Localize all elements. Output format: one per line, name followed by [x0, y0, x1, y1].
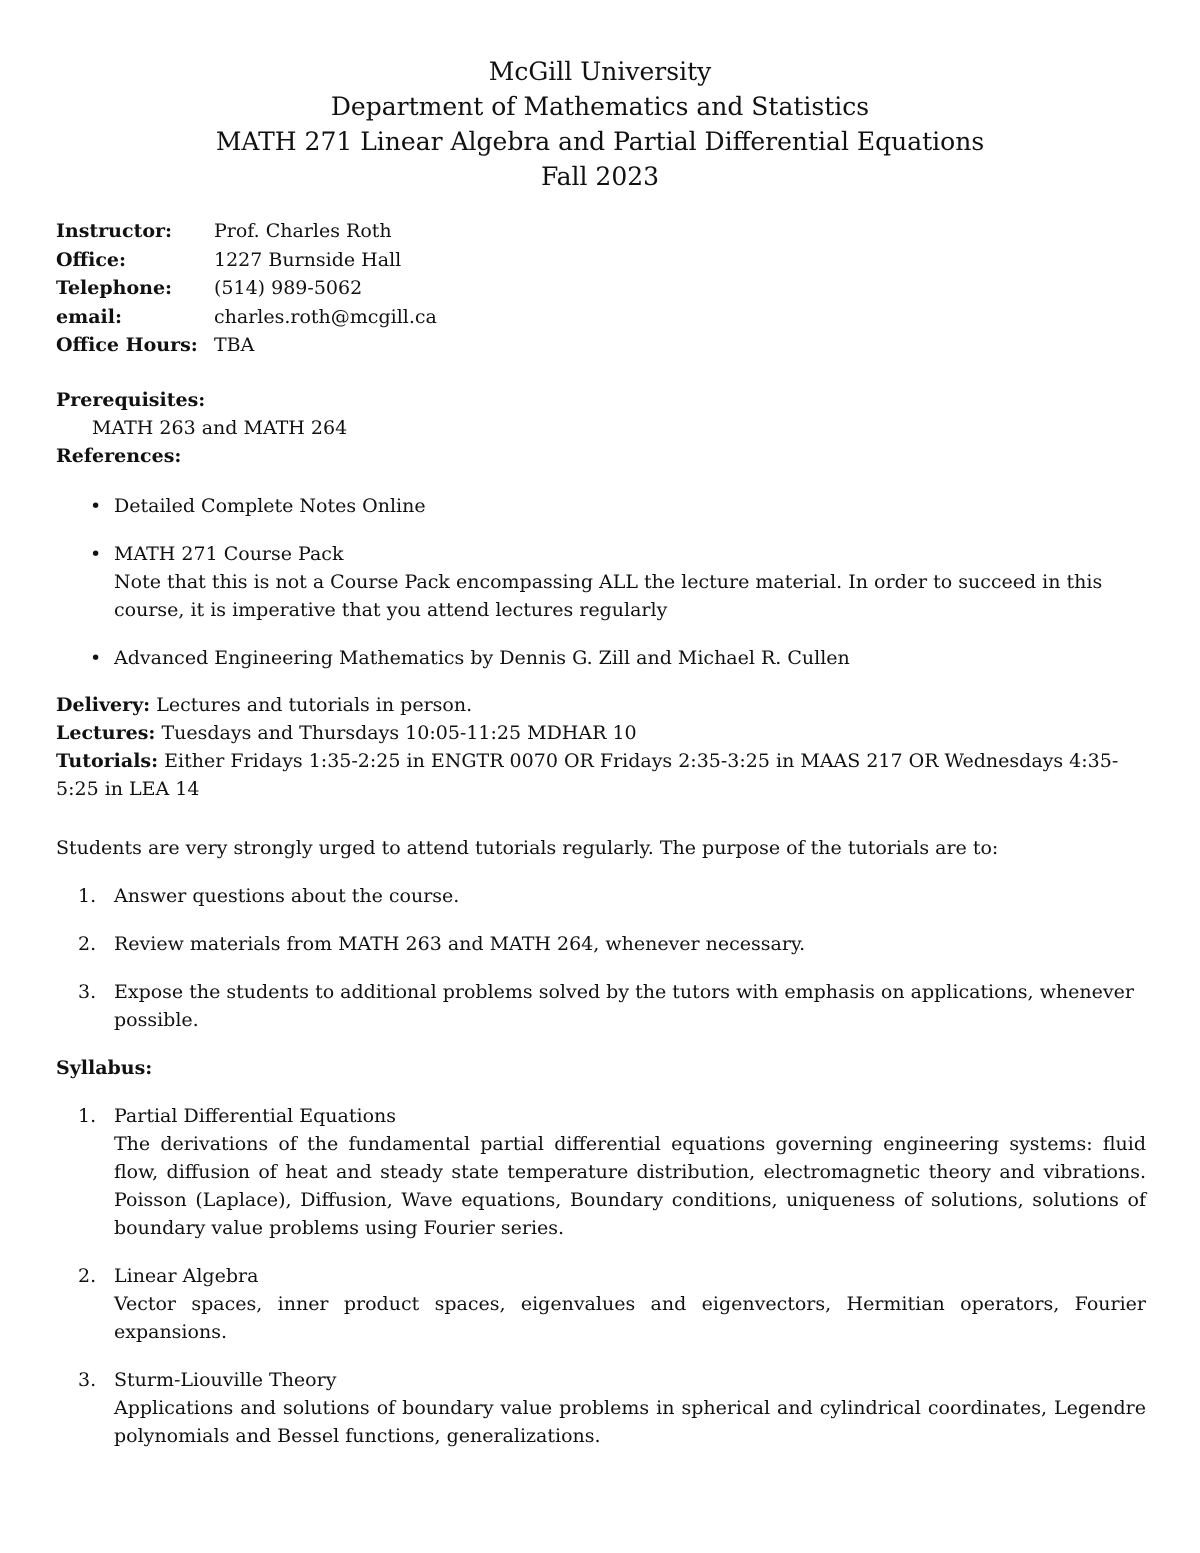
bullet-icon: •: [90, 495, 102, 517]
instructor-info: [56, 217, 437, 360]
info-value: 1227 Burnside Hall: [214, 248, 402, 271]
reference-note: Note that this is not a Course Pack encompassing ALL the lecture material. In order to succeed in this course, it is imperative that you attend lectures regularly: [114, 571, 1103, 621]
term: Fall 2023: [540, 162, 660, 191]
bullet-icon: •: [90, 543, 102, 565]
course-title: MATH 271 Linear Algebra and Partial Differential Equations: [215, 127, 985, 156]
syllabus-topic-title: Partial Differential Equations: [114, 1105, 397, 1127]
purpose-text: Expose the students to additional problems solved by the tutors with emphasis on applications, whenever possible.: [114, 981, 1134, 1031]
item-number: 3.: [78, 1369, 97, 1391]
lectures-value: Tuesdays and Thursdays 10:05-11:25 MDHAR 10: [161, 722, 637, 744]
delivery-section: [56, 691, 1146, 803]
info-value: charles.roth@mcgill.ca: [214, 305, 437, 328]
department-name: Department of Mathematics and Statistics: [330, 92, 870, 121]
tutorials-value: Either Fridays 1:35-2:25 in ENGTR 0070 OR Fridays 2:35-3:25 in MAAS 217 OR Wednesdays 4:35-5:25 in LEA 14: [56, 750, 1119, 800]
list-item: [56, 930, 1146, 958]
info-row-telephone: [56, 274, 437, 303]
prerequisites-heading: Prerequisites:: [56, 389, 206, 411]
lectures-line: [56, 719, 1146, 747]
purpose-text: Answer questions about the course.: [114, 885, 460, 907]
document-header: [0, 54, 1200, 194]
info-label: Telephone:: [56, 277, 173, 299]
list-item: [56, 1102, 1146, 1242]
delivery-value: Lectures and tutorials in person.: [156, 694, 473, 716]
syllabus-list: [56, 1102, 1146, 1470]
list-item: [56, 978, 1146, 1034]
bullet-icon: •: [90, 647, 102, 669]
item-number: 3.: [78, 981, 97, 1003]
tutorials-line: [56, 747, 1146, 803]
info-value: Prof. Charles Roth: [214, 220, 392, 242]
item-number: 1.: [78, 1105, 97, 1127]
syllabus-topic-description: Applications and solutions of boundary value problems in spherical and cylindrical coordinates, Legendre polynomials and Bessel functions, generalizations.: [114, 1397, 1146, 1447]
list-item: [56, 644, 1146, 672]
info-label: Office Hours:: [56, 334, 198, 356]
purpose-text: Review materials from MATH 263 and MATH 264, whenever necessary.: [114, 933, 806, 955]
delivery-label: Delivery:: [56, 694, 151, 716]
syllabus-heading: Syllabus:: [56, 1057, 153, 1079]
syllabus-topic-title: Linear Algebra: [114, 1265, 259, 1287]
syllabus-topic-description: Vector spaces, inner product spaces, eigenvalues and eigenvectors, Hermitian operators, Fourier expansions.: [114, 1293, 1146, 1343]
university-name: McGill University: [488, 57, 712, 86]
references-heading: References:: [56, 445, 182, 467]
info-label: email:: [56, 305, 122, 328]
info-row-instructor: [56, 217, 437, 246]
item-number: 1.: [78, 885, 97, 907]
tutorials-label: Tutorials:: [56, 750, 159, 772]
info-value: (514) 989-5062: [214, 277, 363, 299]
list-item: [56, 492, 1146, 520]
reference-title: MATH 271 Course Pack: [114, 543, 344, 565]
info-value: TBA: [214, 334, 255, 356]
info-label: Office:: [56, 248, 127, 271]
reference-title: Advanced Engineering Mathematics by Dennis G. Zill and Michael R. Cullen: [114, 647, 850, 669]
lectures-label: Lectures:: [56, 722, 156, 744]
references-list: [56, 492, 1146, 692]
info-row-email: [56, 303, 437, 332]
tutorial-purposes-list: [56, 882, 1146, 1054]
syllabus-topic-title: Sturm-Liouville Theory: [114, 1369, 337, 1391]
prerequisites-value: MATH 263 and MATH 264: [92, 417, 348, 439]
prerequisites-section: [56, 386, 347, 470]
item-number: 2.: [78, 1265, 97, 1287]
info-row-office-hours: [56, 331, 437, 360]
info-label: Instructor:: [56, 220, 173, 242]
list-item: [56, 1262, 1146, 1346]
list-item: [56, 882, 1146, 910]
delivery-line: [56, 691, 1146, 719]
list-item: [56, 1366, 1146, 1450]
reference-title: Detailed Complete Notes Online: [114, 495, 426, 517]
item-number: 2.: [78, 933, 97, 955]
info-row-office: [56, 246, 437, 275]
syllabus-topic-description: The derivations of the fundamental partial differential equations governing engineering systems: fluid flow, diffusion of heat and steady state temperature distribution, electromagnetic theory and vibrations. Poisson (Laplace), Diffusion, Wave equations, Boundary conditions, uniqueness of solutions, solutions of boundary value problems using Fourier series.: [114, 1133, 1146, 1239]
students-intro: Students are very strongly urged to attend tutorials regularly. The purpose of the tutorials are to:: [56, 837, 999, 859]
list-item: [56, 540, 1146, 624]
